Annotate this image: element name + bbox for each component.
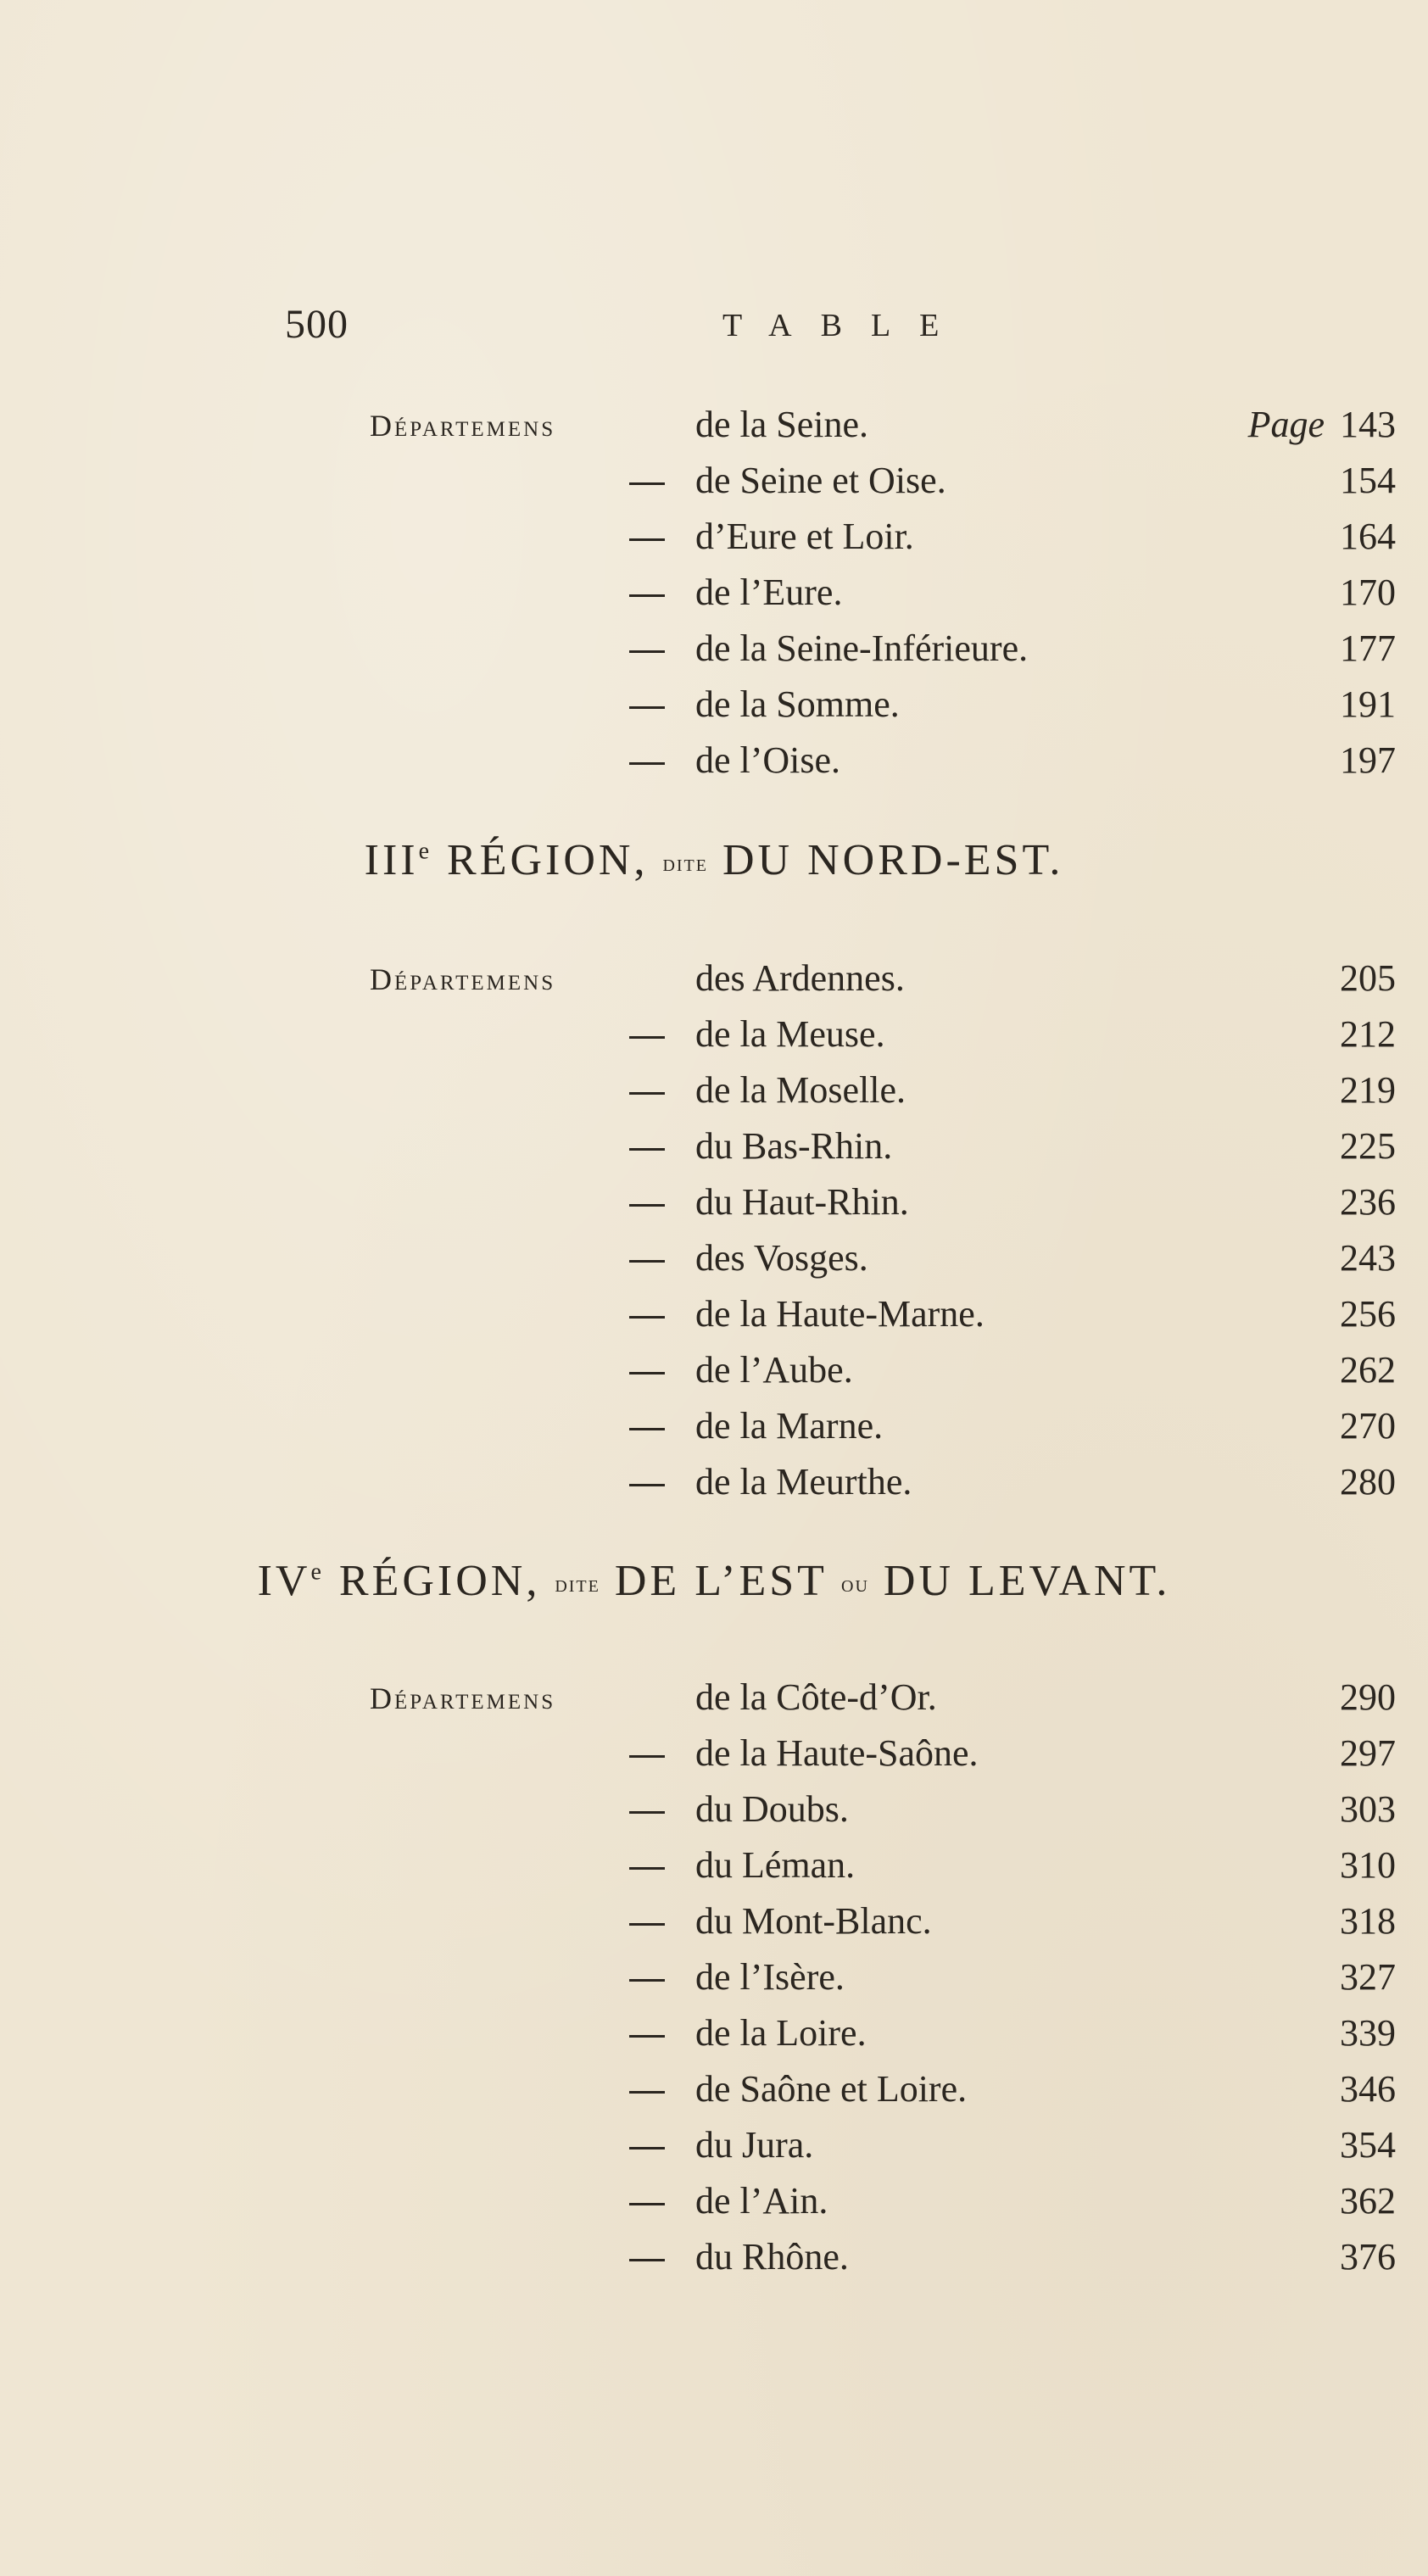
toc-page-number: 303 [1340,1788,1396,1830]
toc-row [0,2067,1428,2123]
toc-page-number: 191 [1340,683,1396,725]
toc-page-number: 310 [1340,1844,1396,1886]
toc-row [0,1348,1428,1404]
toc-page-number: 212 [1340,1013,1396,1055]
region-numeral: IV [257,1557,311,1605]
toc-page-number: 270 [1340,1405,1396,1447]
region-superscript: e [310,1558,325,1586]
region-small: dite [555,1571,600,1598]
toc-row [0,1292,1428,1348]
leader-dash [629,1923,665,1926]
toc-row [0,1012,1428,1068]
toc-entry: de la Meurthe. [695,1461,912,1503]
toc-row [0,956,1428,1012]
toc-entry: de Saône et Loire. [695,2068,968,2110]
departments-label: Départemens [370,962,556,996]
toc-page-number: Page 143 [1247,404,1396,445]
toc-row [0,1404,1428,1460]
toc-entry: de la Haute-Marne. [695,1293,985,1335]
toc-page-number: 256 [1340,1293,1396,1335]
toc-row [0,1068,1428,1124]
leader-dash [629,2091,665,2094]
departments-label: Départemens [370,409,556,443]
leader-dash [629,2147,665,2149]
toc-entry: des Ardennes. [695,957,905,999]
toc-entry: de l’Oise. [695,739,841,781]
toc-row [0,1236,1428,1292]
toc-page-number: 339 [1340,2012,1396,2054]
toc-entry: du Bas-Rhin. [695,1125,893,1167]
leader-dash [629,1092,665,1095]
region-superscript: e [418,838,433,865]
toc-page-number: 164 [1340,516,1396,557]
page-number: 500 [285,302,349,347]
toc-entry: de la Somme. [695,683,900,725]
region-small: dite [662,850,708,878]
toc-page-number: 154 [1340,460,1396,501]
region-heading [0,1556,1428,1606]
toc-entry: de la Haute-Saône. [695,1732,979,1774]
toc-page-number: 297 [1340,1732,1396,1774]
leader-dash [629,2203,665,2205]
toc-page-number: 236 [1340,1181,1396,1223]
region-small-2: ou [841,1571,869,1598]
leader-dash [629,1316,665,1319]
departments-label: Départemens [370,1681,556,1715]
toc-entry: de l’Aube. [695,1349,853,1391]
leader-dash [629,1979,665,1982]
toc-row [0,2179,1428,2235]
toc-row [0,1676,1428,1731]
toc-page-number: 170 [1340,572,1396,613]
toc-entry: de la Loire. [695,2012,867,2054]
toc-page-number: 197 [1340,739,1396,781]
toc-row [0,1124,1428,1180]
toc-entry: de la Seine-Inférieure. [695,627,1029,669]
toc-page-number: 376 [1340,2236,1396,2278]
leader-dash [629,538,665,541]
toc-row [0,627,1428,683]
region-main: RÉGION, [338,1557,541,1605]
leader-dash [629,1811,665,1814]
toc-entry: de l’Isère. [695,1956,845,1998]
toc-row [0,1843,1428,1899]
toc-page-number: 354 [1340,2124,1396,2166]
leader-dash [629,482,665,485]
toc-row [0,403,1428,459]
toc-page-number: 318 [1340,1900,1396,1942]
toc-entry: de la Moselle. [695,1069,906,1111]
toc-row [0,2123,1428,2179]
leader-dash [629,1428,665,1430]
toc-page-number: 243 [1340,1237,1396,1279]
toc-page-number: 205 [1340,957,1396,999]
toc-row [0,459,1428,515]
toc-entry: de la Meuse. [695,1013,885,1055]
page-prefix: Page [1247,404,1325,445]
leader-dash [629,1372,665,1374]
leader-dash [629,594,665,597]
leader-dash [629,2259,665,2261]
toc-page-number: 346 [1340,2068,1396,2110]
toc-row [0,571,1428,627]
toc-row [0,1180,1428,1236]
leader-dash [629,706,665,709]
leader-dash [629,762,665,765]
toc-entry: des Vosges. [695,1237,868,1279]
toc-row [0,1731,1428,1787]
toc-entry: de Seine et Oise. [695,460,946,501]
toc-page-number: 362 [1340,2180,1396,2222]
toc-entry: de la Seine. [695,404,869,445]
toc-row [0,2011,1428,2067]
toc-entry: du Doubs. [695,1788,849,1830]
toc-entry: de la Marne. [695,1405,884,1447]
toc-row [0,515,1428,571]
toc-page-number: 177 [1340,627,1396,669]
toc-row [0,1955,1428,2011]
toc-page-number: 327 [1340,1956,1396,1998]
region-tail: DU NORD-EST. [722,836,1064,884]
toc-row [0,739,1428,795]
region-heading [0,835,1428,885]
toc-page-number: 262 [1340,1349,1396,1391]
toc-page-number: 280 [1340,1461,1396,1503]
toc-page-number: 225 [1340,1125,1396,1167]
toc-row [0,683,1428,739]
leader-dash [629,650,665,653]
region-main: RÉGION, [447,836,649,884]
leader-dash [629,1755,665,1758]
leader-dash [629,1148,665,1151]
toc-entry: d’Eure et Loir. [695,516,914,557]
toc-entry: de l’Ain. [695,2180,828,2222]
region-tail: DE L’EST [614,1557,828,1605]
toc-page-number: 290 [1340,1676,1396,1718]
leader-dash [629,1204,665,1207]
toc-entry: du Léman. [695,1844,856,1886]
toc-row [0,2235,1428,2291]
leader-dash [629,1484,665,1486]
running-head: TABLE [722,308,968,343]
toc-row [0,1460,1428,1516]
toc-page-number: 219 [1340,1069,1396,1111]
toc-entry: du Mont-Blanc. [695,1900,932,1942]
region-numeral: III [364,836,419,884]
toc-entry: de la Côte-d’Or. [695,1676,937,1718]
leader-dash [629,1260,665,1263]
toc-entry: du Jura. [695,2124,814,2166]
leader-dash [629,1036,665,1039]
region-tail-2: DU LEVANT. [883,1557,1171,1605]
toc-entry: du Haut-Rhin. [695,1181,909,1223]
leader-dash [629,2035,665,2038]
leader-dash [629,1867,665,1870]
toc-entry: de l’Eure. [695,572,843,613]
toc-entry: du Rhône. [695,2236,849,2278]
toc-row [0,1787,1428,1843]
toc-row [0,1899,1428,1955]
